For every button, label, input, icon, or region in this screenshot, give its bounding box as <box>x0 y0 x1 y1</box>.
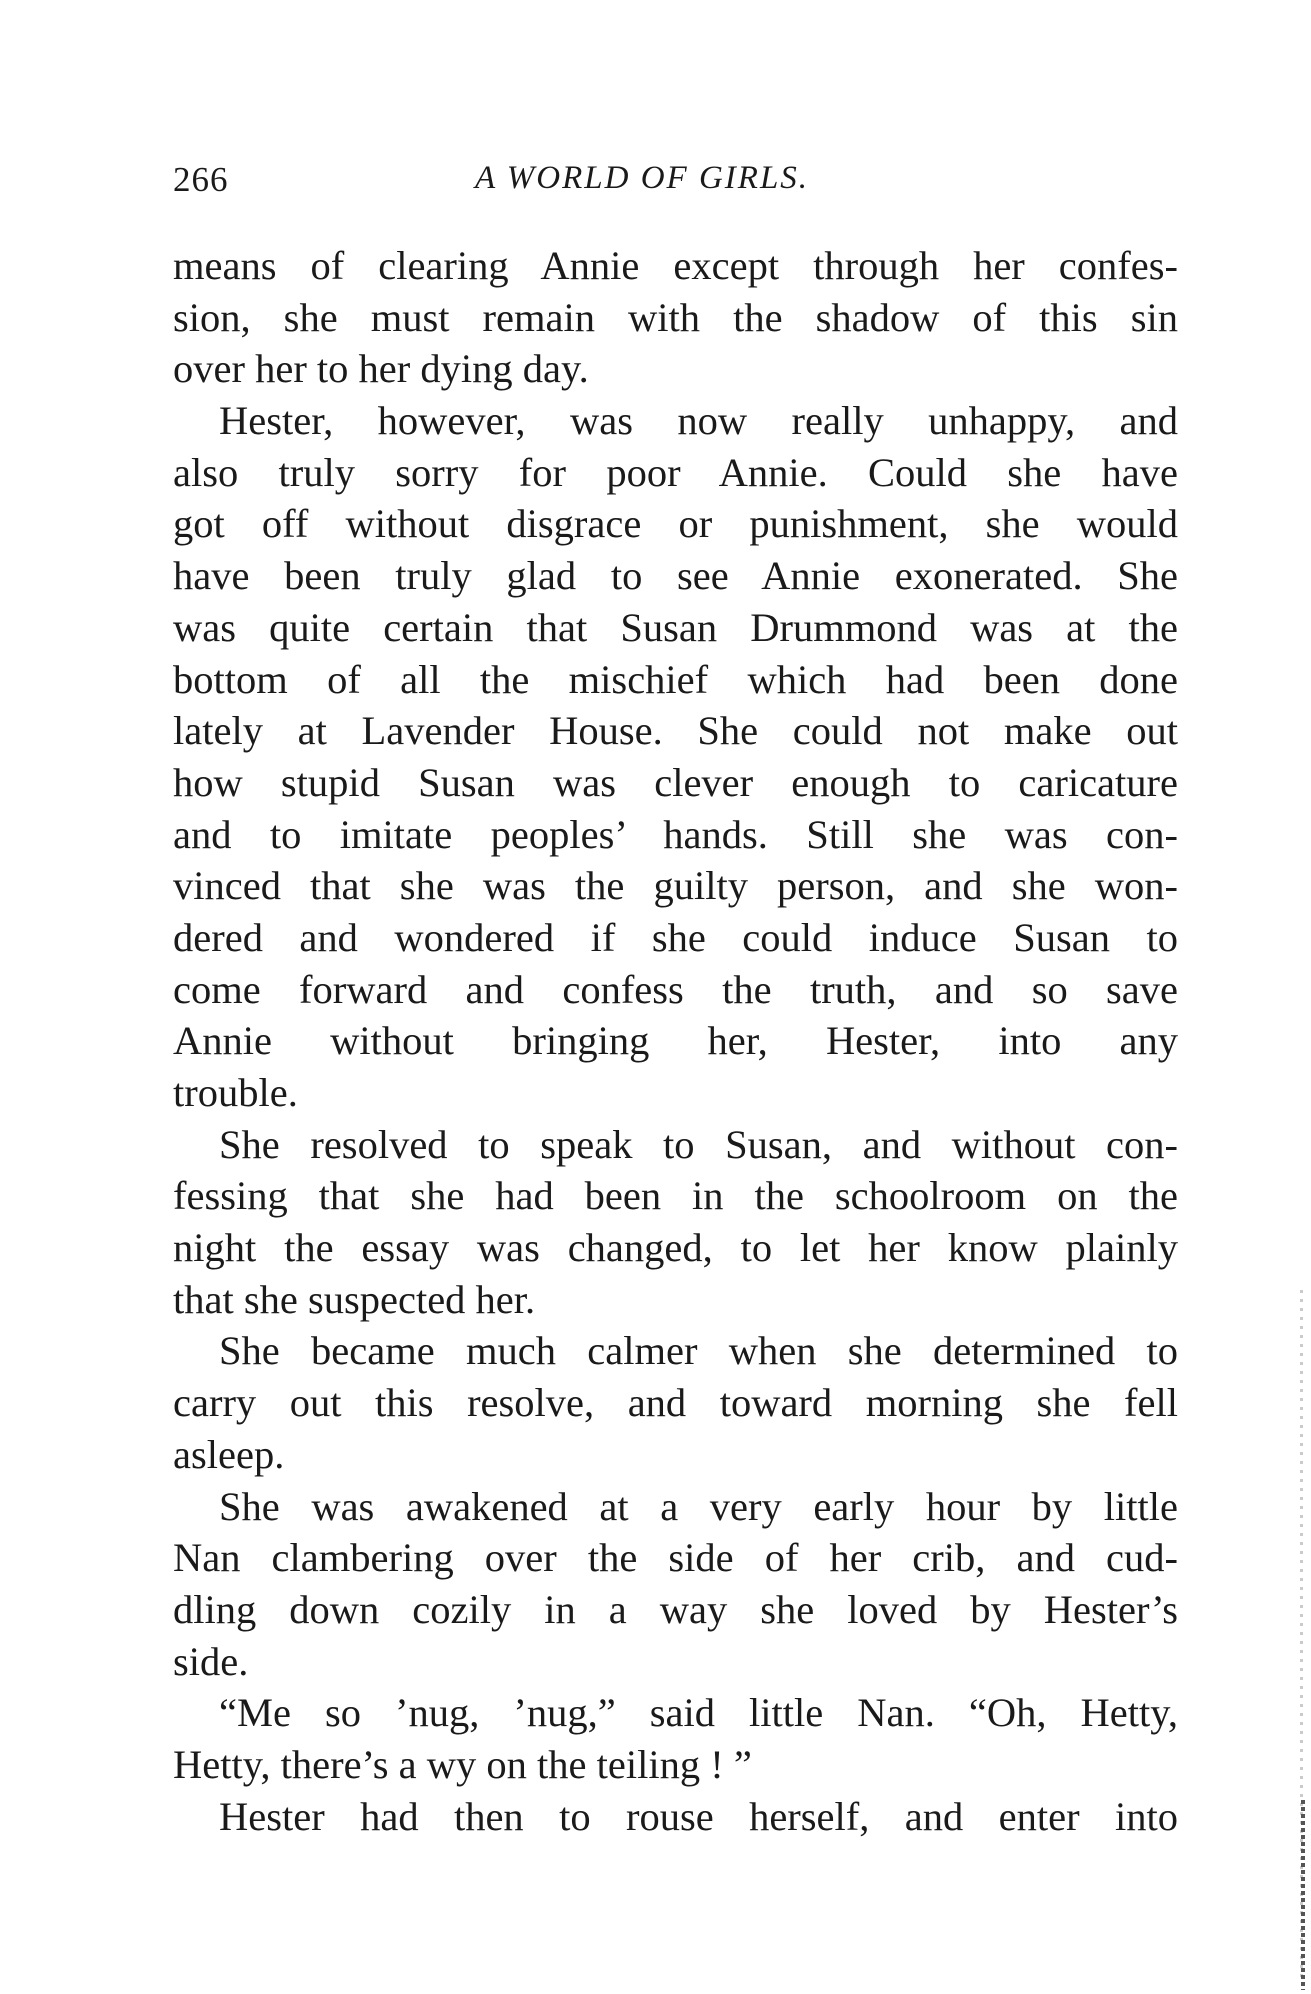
text-line: asleep. <box>173 1431 285 1477</box>
text-line: that she suspected her. <box>173 1276 536 1322</box>
running-title: A WORLD OF GIRLS. <box>475 160 810 196</box>
page-number: 266 <box>173 160 229 199</box>
text-line: bottom of all the mischief which had been done <box>173 656 1178 702</box>
text-line: how stupid Susan was clever enough to caricature <box>173 759 1178 805</box>
text-line: and to imitate peoples’ hands. Still she was con- <box>173 811 1178 857</box>
text-line: over her to her dying day. <box>173 346 589 392</box>
text-line: was quite certain that Susan Drummond was at the <box>173 604 1178 650</box>
text-line: “Me so ’nug, ’nug,” said little Nan. “Oh, Hetty, <box>219 1690 1178 1736</box>
text-line: Hester had then to rouse herself, and enter into <box>219 1793 1178 1839</box>
text-line: Hetty, there’s a wy on the teiling ! ” <box>173 1741 752 1787</box>
text-line: fessing that she had been in the schoolroom on the <box>173 1173 1178 1219</box>
text-line: also truly sorry for poor Annie. Could she have <box>173 449 1178 495</box>
text-line: vinced that she was the guilty person, and she won- <box>173 863 1178 909</box>
text-line: She was awakened at a very early hour by little <box>219 1483 1178 1529</box>
text-line: Annie without bringing her, Hester, into any <box>173 1018 1178 1064</box>
text-line: lately at Lavender House. She could not make out <box>173 708 1178 754</box>
text-line: She resolved to speak to Susan, and without con- <box>219 1121 1178 1167</box>
text-line: dered and wondered if she could induce Susan to <box>173 914 1178 960</box>
text-line: side. <box>173 1638 249 1684</box>
scan-edge-shadow <box>1301 1800 1305 1990</box>
text-line: Nan clambering over the side of her crib, and cud- <box>173 1535 1178 1581</box>
text-line: sion, she must remain with the shadow of this sin <box>173 294 1178 340</box>
text-line: night the essay was changed, to let her know plainly <box>173 1225 1178 1271</box>
text-line: means of clearing Annie except through her confes- <box>173 243 1178 288</box>
page-header <box>173 160 1178 210</box>
text-line: dling down cozily in a way she loved by Hester’s <box>173 1586 1178 1632</box>
text-line: trouble. <box>173 1070 298 1115</box>
text-line: come forward and confess the truth, and so save <box>173 966 1178 1012</box>
text-line: have been truly glad to see Annie exonerated. She <box>173 553 1178 599</box>
body-text <box>173 240 1178 1842</box>
text-line: got off without disgrace or punishment, she would <box>173 501 1178 547</box>
text-line: Hester, however, was now really unhappy, and <box>219 398 1178 444</box>
text-line: She became much calmer when she determined to <box>219 1328 1178 1374</box>
text-line: carry out this resolve, and toward morning she fell <box>173 1380 1178 1426</box>
